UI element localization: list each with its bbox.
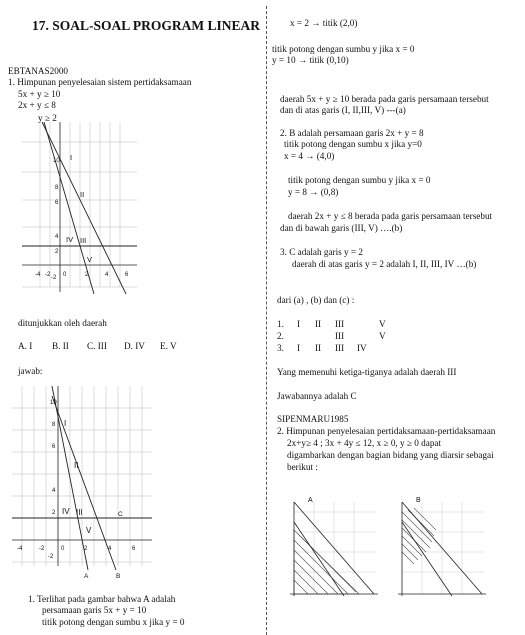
inequality-3: y ≥ 2 [38,113,57,123]
table-cell: II [315,319,322,329]
y-tick: 2 [52,510,56,516]
x-tick: 6 [125,272,129,278]
summary-row [277,343,397,354]
source-label: EBTANAS2000 [8,66,69,76]
question-2-text: digambarkan dengan bagian bidang yang diarsir sebagai [287,450,494,460]
solution-line: daerah 5x + y ≥ 10 berada pada garis persamaan tersebut [280,94,489,104]
region-graph-1 [22,122,140,294]
y-tick: 8 [52,422,56,428]
region-graph-2 [12,386,154,580]
option-d: D. IV [124,341,145,351]
y-tick: 6 [52,444,56,450]
region-label: III [76,508,83,517]
table-cell: I [297,319,301,329]
step-1-text: 1. Terlihat pada gambar bahwa A adalah [28,594,176,604]
solution-line: dari (a) , (b) dan (c) : [277,295,355,305]
region-label: II [80,190,85,199]
line-label: B [116,573,121,580]
option-c: C. III [87,341,107,351]
solution-line: titik potong dengan sumbu x jika y=0 [284,139,422,149]
line-5x-plus-y [44,122,94,294]
solution-line: dan di atas garis (I, II,III, V) ---(a) [280,105,406,115]
line-2x-plus-y [42,122,126,294]
x-tick: -2 [45,272,51,278]
x-tick: 4 [108,546,112,552]
figure-label: B [416,497,421,504]
question-2-text: 2x+y≥ 4 ; 3x + 4y ≤ 12, x ≥ 0, y ≥ 0 dapat [287,438,442,448]
table-cell: 3. [277,343,284,353]
region-label: III [80,236,87,245]
table-cell: III [335,343,345,353]
y-tick: 6 [55,200,59,206]
question-1-text: 1. Himpunan penyelesaian sistem pertidaksamaan [8,77,192,87]
figure-label: A [308,497,313,504]
region-label: V [87,255,93,264]
x-tick: -2 [39,546,45,552]
line-b [52,396,116,570]
line-label: A [84,573,89,580]
table-cell: 1. [277,319,284,329]
answer-text: Jawabannya adalah C [277,391,357,401]
x-tick: 0 [63,272,67,278]
option-a: A. I [18,341,33,351]
x-tick: 2 [85,272,89,278]
solution-line: y = 10 → titik (0,10) [272,55,349,65]
option-e: E. V [160,341,177,351]
line-label: C [118,511,123,518]
x-tick: 4 [105,272,109,278]
region-label: I [70,153,73,162]
question-2-text: 2. Himpunan penyelesaian pertidaksamaan-pertidaksamaan [277,426,496,436]
column-divider [266,6,267,635]
step-1-equation: persamaan garis 5x + y = 10 [42,605,147,615]
solution-line: 2. B adalah persamaan garis 2x + y = 8 [280,128,424,138]
summary-row [277,331,397,342]
x-tick: 0 [61,546,65,552]
y-tick: 10 [53,158,60,164]
x-tick: 6 [132,546,136,552]
region-label: IV [62,507,70,516]
solution-line: daerah 2x + y ≤ 8 berada pada garis persamaan tersebut [288,211,493,221]
table-cell: V [379,331,386,341]
inequality-1: 5x + y ≥ 10 [18,89,61,99]
solution-line: y = 8 → (0,8) [288,187,339,197]
figure-a [284,492,380,602]
solution-line: daerah di atas garis y = 2 adalah I, II, III, IV …(b) [292,259,477,269]
region-label: II [74,461,79,470]
y-tick: 10 [50,400,57,406]
solution-line: dan di bawah garis (III, V) ….(b) [280,223,403,233]
table-cell: III [335,331,345,341]
solution-line: 3. C adalah garis y = 2 [280,247,364,257]
inequality-2: 2x + y ≤ 8 [18,100,56,110]
table-cell: IV [357,343,367,353]
x-tick: -4 [35,272,41,278]
y-tick: 4 [52,488,56,494]
summary-row [277,319,397,330]
table-cell: I [297,343,301,353]
table-cell: II [315,343,322,353]
answer-label: jawab: [18,366,43,376]
source-label: SIPENMARU1985 [277,414,349,424]
x-tick: -4 [17,546,23,552]
figure-b [392,492,488,602]
page-title: 17. SOAL-SOAL PROGRAM LINEAR [32,18,261,33]
region-label: V [86,526,92,535]
region-label: I [64,419,67,428]
conclusion-text: Yang memenuhi ketiga-tiganya adalah daerah III [277,367,457,377]
solution-line: x = 2 → titik (2,0) [290,18,358,28]
shown-by-text: ditunjukkan oleh daerah [18,318,107,328]
solution-line: titik potong dengan sumbu y jika x = 0 [288,175,431,185]
y-tick: -2 [48,554,54,560]
table-cell: III [335,319,345,329]
step-1-intercept: titik potong dengan sumbu x jika y = 0 [42,617,185,627]
table-cell: 2. [277,331,284,341]
option-b: B. II [52,341,69,351]
y-tick: 4 [55,234,59,240]
solution-line: x = 4 → (4,0) [284,151,335,161]
y-tick: 2 [55,249,59,255]
region-label: IV [66,235,74,244]
question-2-text: berikut : [287,462,318,472]
y-tick: 8 [55,185,59,191]
table-cell: V [379,319,386,329]
line-2x-y [402,522,452,596]
solution-line: titik potong dengan sumbu y jika x = 0 [272,44,415,54]
y-tick: -2 [51,275,57,281]
x-tick: 2 [84,546,88,552]
